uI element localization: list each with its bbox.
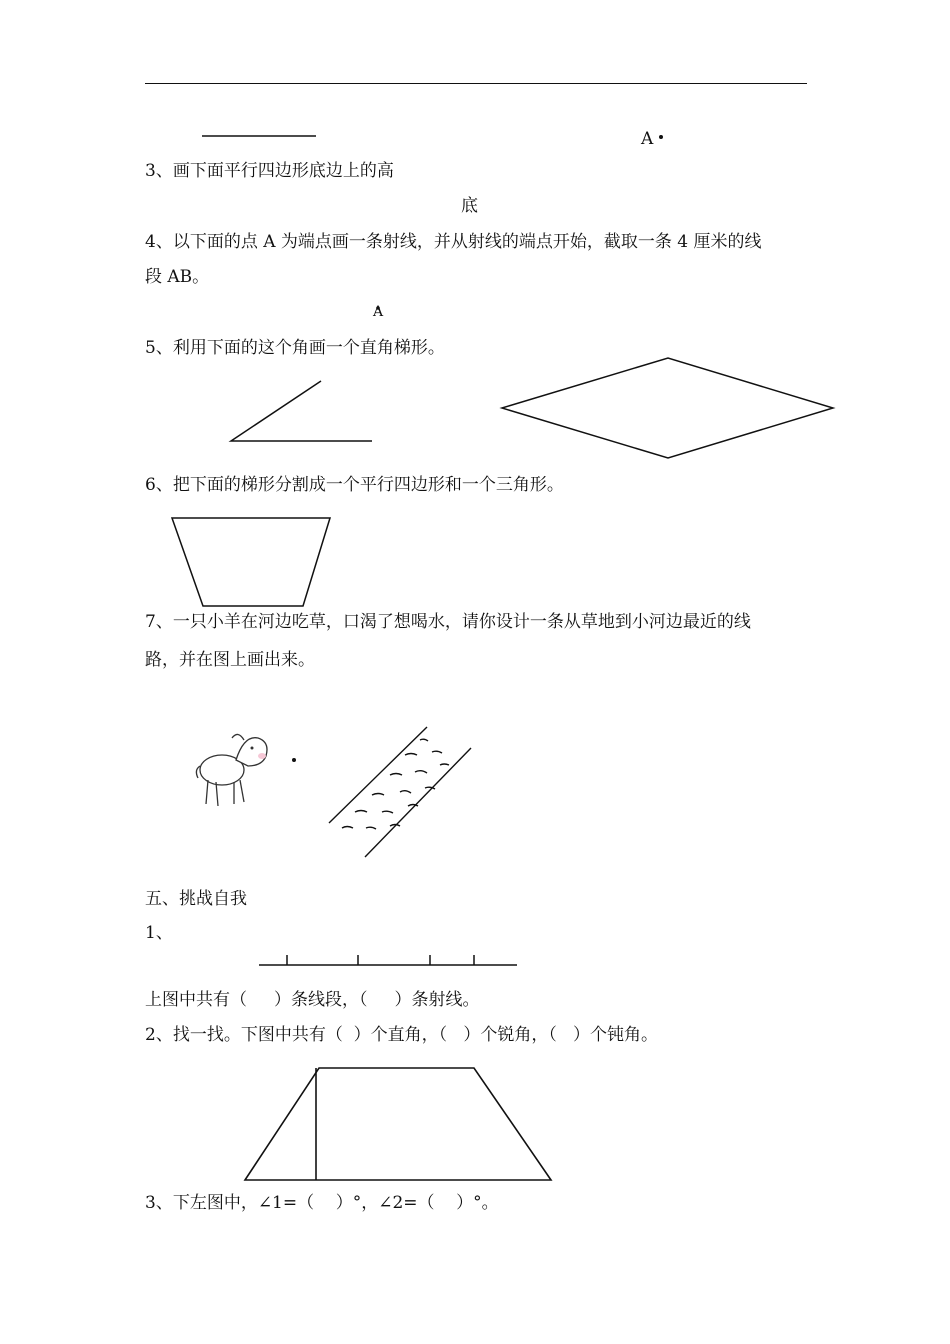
q3-text: 3、画下面平行四边形底边上的高 [145, 161, 394, 181]
river-shape [329, 727, 471, 857]
q6-text: 6、把下面的梯形分割成一个平行四边形和一个三角形。 [145, 475, 564, 495]
q6-trapezoid [172, 518, 330, 606]
section5-q3-text: 3、下左图中，∠1=（ ）°，∠2=（ ）°。 [145, 1193, 499, 1213]
q4-point-label: A [373, 304, 384, 320]
q4-line1: 4、以下面的点 A 为端点画一条射线，并从射线的端点开始，截取一条 4 厘米的线 [145, 232, 762, 252]
section5-q2-text: 2、找一找。下图中共有（ ）个直角，（ ）个锐角，（ ）个钝角。 [145, 1025, 659, 1045]
q7-line1: 7、一只小羊在河边吃草，口渴了想喝水，请你设计一条从草地到小河边最近的线 [145, 612, 751, 632]
q5-text: 5、利用下面的这个角画一个直角梯形。 [145, 338, 445, 358]
q4-line2: 段 AB。 [145, 267, 210, 287]
q2-trapezoid [245, 1068, 551, 1180]
number-line [259, 955, 517, 965]
q7-line2: 路，并在图上画出来。 [145, 650, 315, 670]
rhombus-shape [502, 358, 833, 458]
q5-angle [231, 381, 372, 441]
section5-title: 五、挑战自我 [145, 889, 247, 909]
section5-q1-text: 上图中共有（ ）条线段，（ ）条射线。 [145, 990, 480, 1010]
q3-base-label: 底 [461, 196, 478, 216]
point-a-label: A [641, 129, 654, 149]
point-a-dot [659, 135, 663, 139]
goat-point-dot [292, 758, 296, 762]
section5-q1-label: 1、 [145, 923, 173, 943]
goat-image [196, 734, 267, 806]
